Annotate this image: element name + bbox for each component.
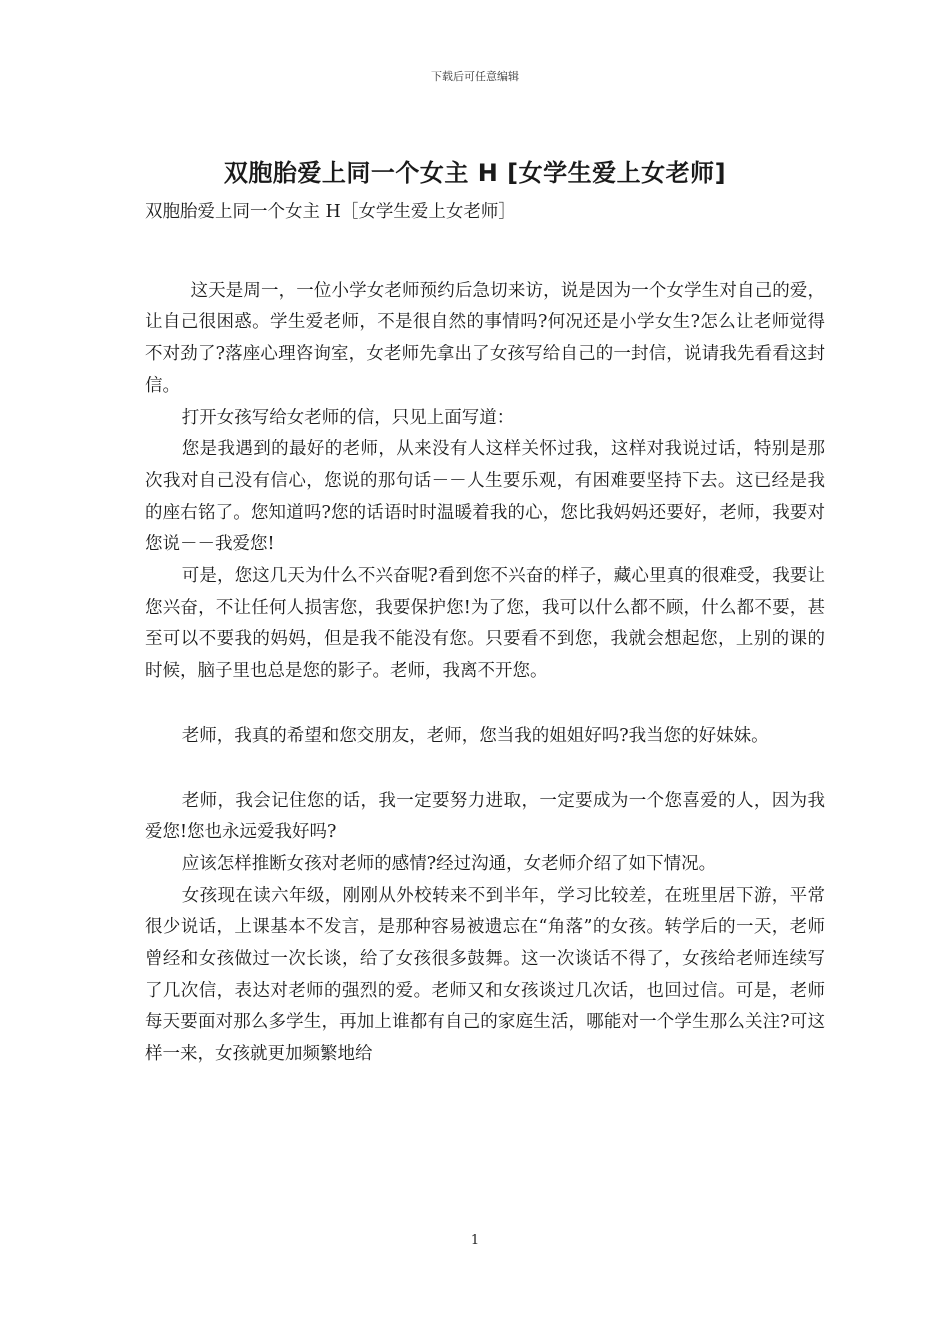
- paragraph-letter-4: 老师，我会记住您的话，我一定要努力进取，一定要成为一个您喜爱的人，因为我爱您!您也永远爱我好吗?: [145, 790, 825, 843]
- document-body: [145, 197, 825, 1071]
- paragraph-open-letter: 打开女孩写给女老师的信，只见上面写道：: [181, 407, 515, 428]
- paragraph-question: 应该怎样推断女孩对老师的感情?经过沟通，女老师介绍了如下情况。: [181, 853, 717, 874]
- paragraph-intro: 这天是周一，一位小学女老师预约后急切来访，说是因为一个女学生对自己的爱，让自己很困惑。学生爱老师，不是很自然的事情吗?何况还是小学女生?怎么让老师觉得不对劲了?落座心理咨询室，女老师先拿出了女孩写给自己的一封信，说请我先看看这封信。: [145, 280, 825, 396]
- page-number: 1: [470, 1233, 480, 1248]
- paragraph-letter-2: 可是，您这几天为什么不兴奋呢?看到您不兴奋的样子，藏心里真的很难受，我要让您兴奋，不让任何人损害您，我要保护您!为了您，我可以什么都不顾，什么都不要，甚至可以不要我的妈妈，但是我不能没有您。只要看不到您，我就会想起您，上别的课的时候，脑子里也总是您的影子。老师，我离不开您。: [145, 566, 825, 682]
- document-title: 双胞胎爱上同一个女主 H [女学生爱上女老师]: [223, 159, 727, 187]
- page-header-note: 下载后可任意编辑: [431, 70, 519, 83]
- paragraph-letter-3: 老师，我真的希望和您交朋友，老师，您当我的姐姐好吗?我当您的好妹妹。: [181, 725, 769, 746]
- paragraph-background: 女孩现在读六年级，刚刚从外校转来不到半年，学习比较差，在班里居下游，平常很少说话，上课基本不发言，是那种容易被遗忘在“角落”的女孩。转学后的一天，老师曾经和女孩做过一次长谈，给了女孩很多鼓舞。这一次谈话不得了，女孩给老师连续写了几次信，表达对老师的强烈的爱。老师又和女孩谈过几次话，也回过信。可是，老师每天要面对那么多学生，再加上谁都有自己的家庭生活，哪能对一个学生那么关注?可这样一来，女孩就更加频繁地给: [145, 885, 825, 1065]
- document-subtitle: 双胞胎爱上同一个女主 H［女学生爱上女老师］: [145, 202, 516, 222]
- paragraph-letter-1: 您是我遇到的最好的老师，从来没有人这样关怀过我，这样对我说过话，特别是那次我对自己没有信心，您说的那句话－－人生要乐观，有困难要坚持下去。这已经是我的座右铭了。您知道吗?您的话语时时温暖着我的心，您比我妈妈还要好，老师，我要对您说－－我爱您!: [145, 439, 825, 555]
